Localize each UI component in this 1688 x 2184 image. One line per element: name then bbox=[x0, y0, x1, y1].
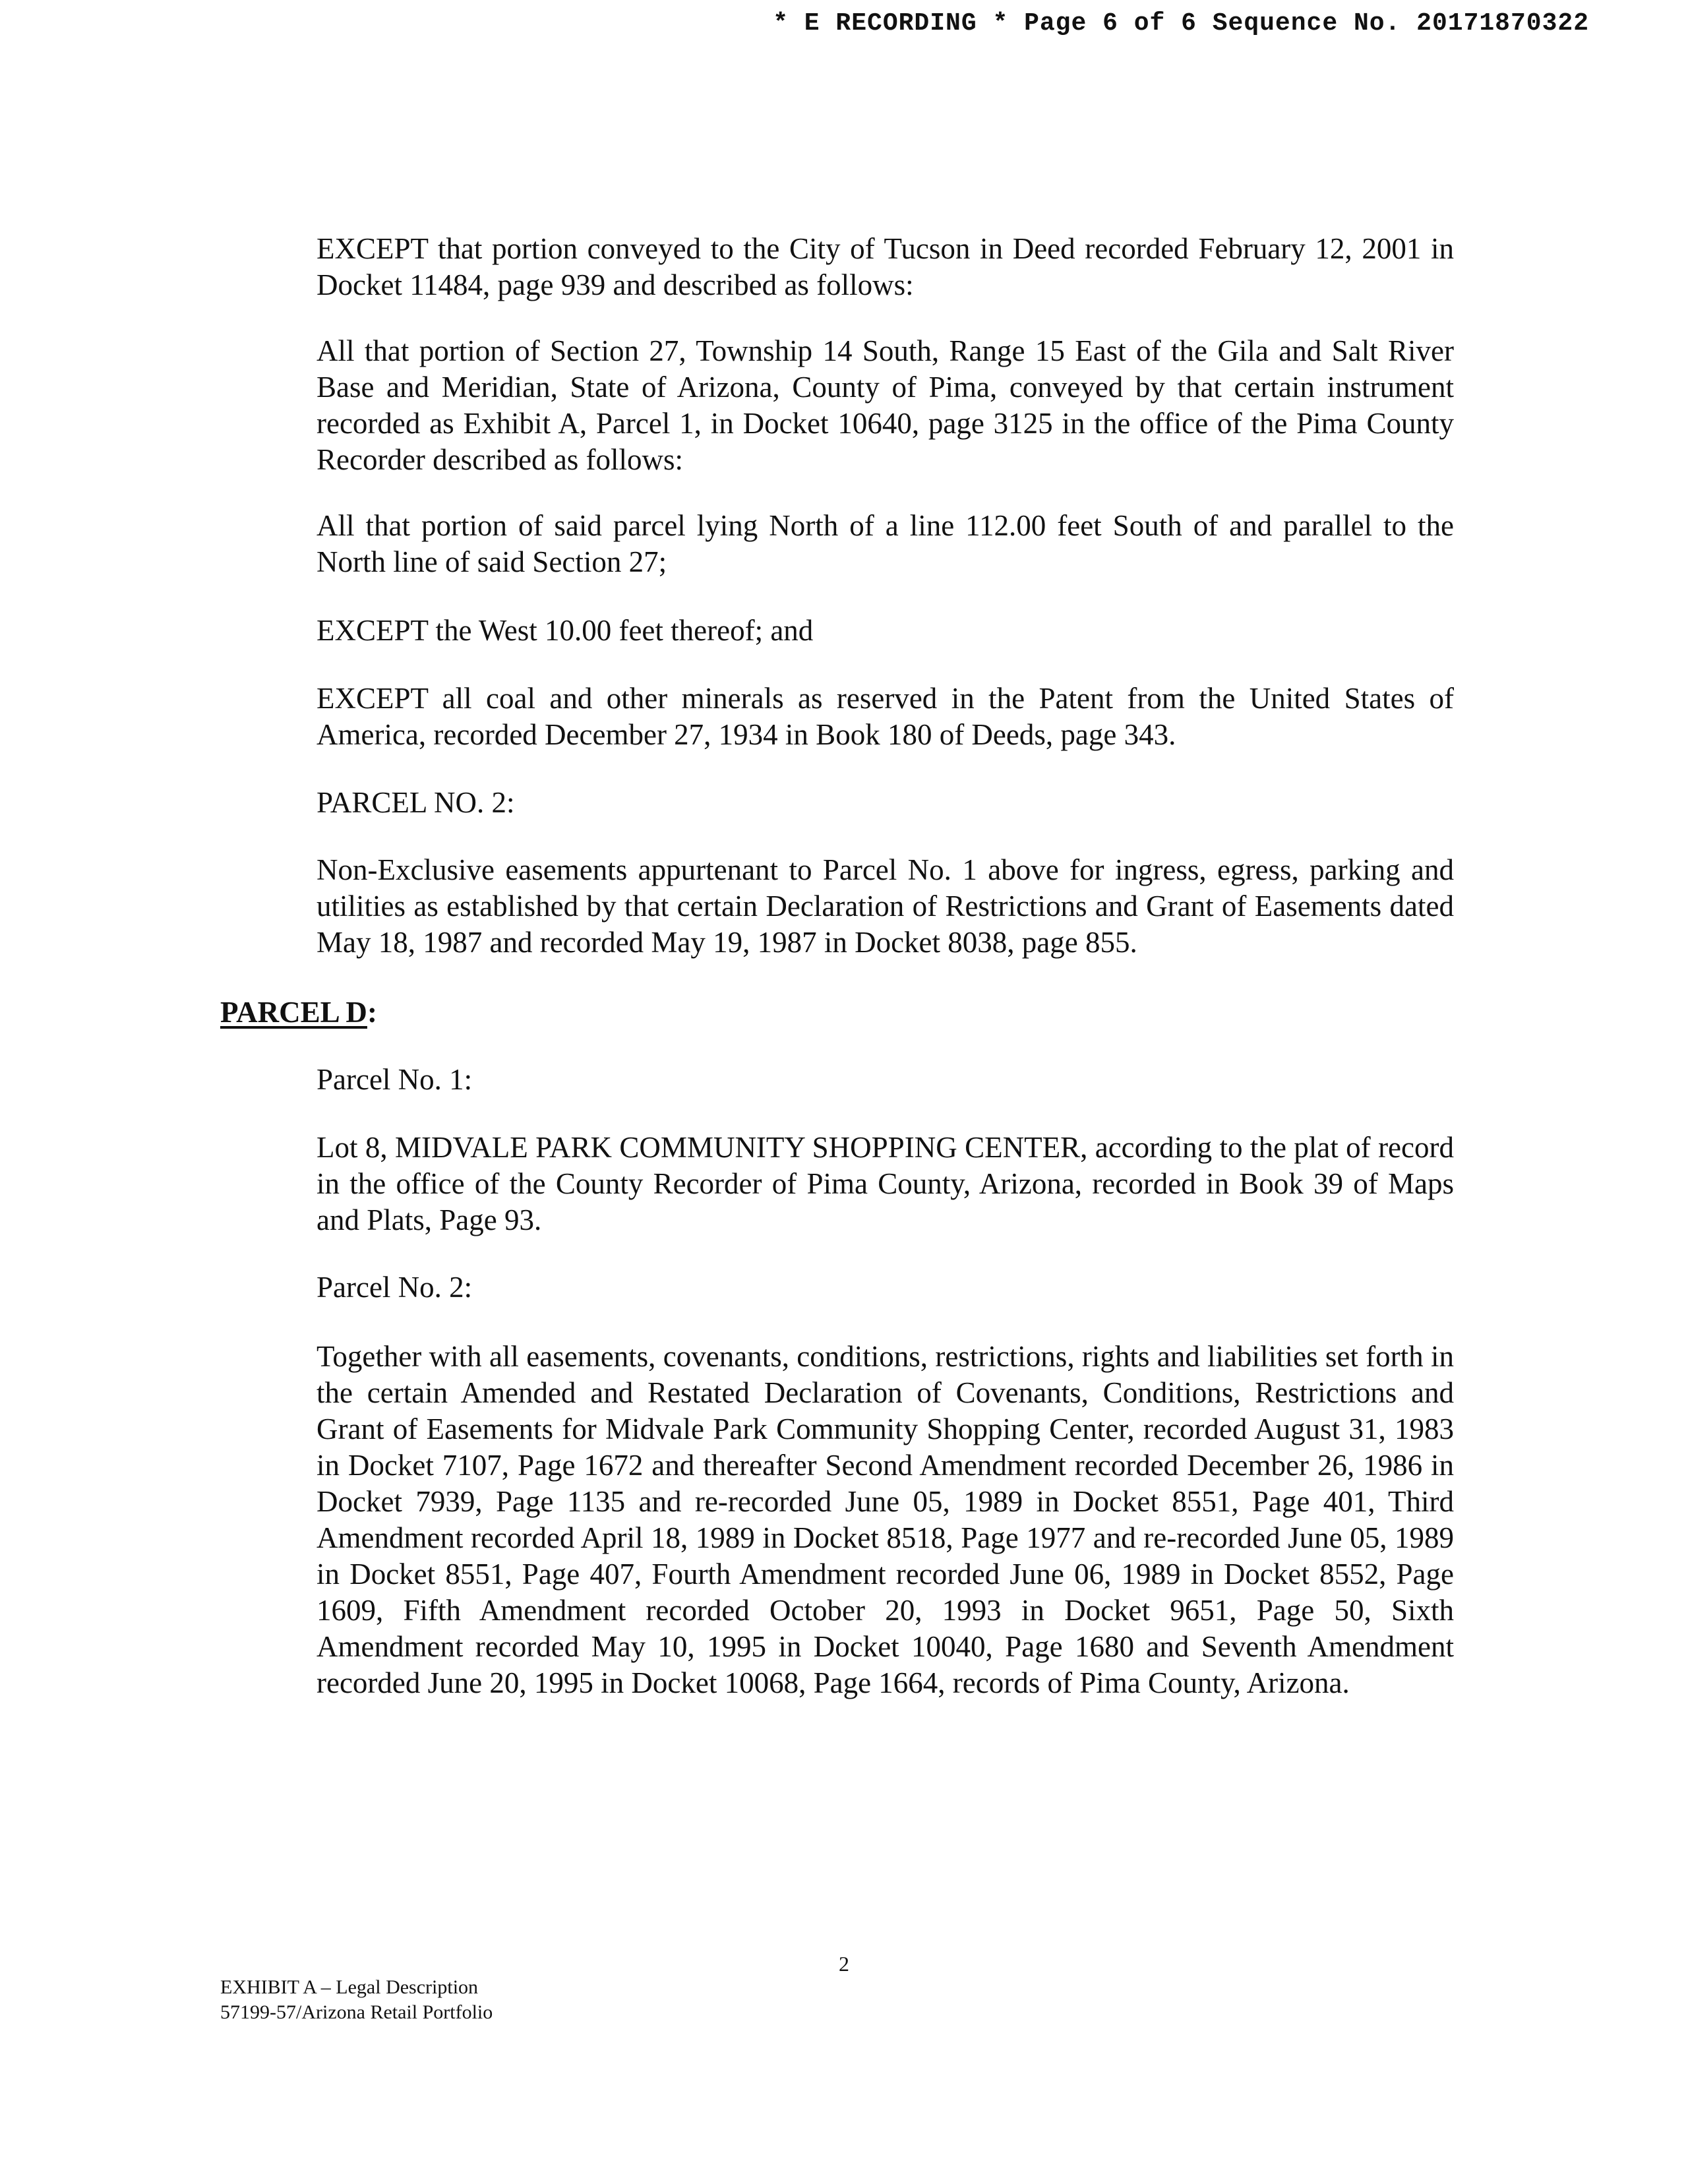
north-line-paragraph: All that portion of said parcel lying North of a line 112.00 feet South of and parallel to the North line of said Section 27; bbox=[316, 509, 1454, 578]
non-exclusive-easements-paragraph: Non-Exclusive easements appurtenant to Parcel No. 1 above for ingress, egress, parking and utilities as established by that certain Declaration of Restrictions and Grant of Easements dated May 18, 1987 and recorded May 19, 1987 in Docket 8038, page 855. bbox=[316, 853, 1454, 959]
together-easements-paragraph: Together with all easements, covenants, conditions, restrictions, rights and liabilities set forth in the certain Amended and Restated Declaration of Covenants, Conditions, Restrictions and Grant of Easements for Midvale Park Community Shopping Center, recorded August 31, 1983 in Docket 7107, Page 1672 and thereafter Second Amendment recorded December 26, 1986 in Docket 7939, Page 1135 and re-recorded June 05, 1989 in Docket 8551, Page 401, Third Amendment recorded April 18, 1989 in Docket 8518, Page 1977 and re-recorded June 05, 1989 in Docket 8551, Page 407, Fourth Amendment recorded June 06, 1989 in Docket 8552, Page 1609, Fifth Amendment recorded October 20, 1993 in Docket 9651, Page 50, Sixth Amendment recorded May 10, 1995 in Docket 10040, Page 1680 and Seventh Amendment recorded June 20, 1995 in Docket 10068, Page 1664, records of Pima County, Arizona. bbox=[316, 1340, 1454, 1699]
footer bbox=[220, 1975, 493, 2025]
footer-exhibit-label: EXHIBIT A – Legal Description bbox=[220, 1976, 479, 1998]
except-minerals-paragraph: EXCEPT all coal and other minerals as reserved in the Patent from the United States of America, recorded December 27, 1934 in Book 180 of Deeds, page 343. bbox=[316, 682, 1454, 751]
page-number: 2 bbox=[839, 1952, 849, 1976]
except-west-paragraph: EXCEPT the West 10.00 feet thereof; and bbox=[316, 614, 814, 647]
parcel-d-heading bbox=[220, 994, 377, 1031]
section-27-paragraph: All that portion of Section 27, Township 14 South, Range 15 East of the Gila and Salt River Base and Meridian, State of Arizona, County of Pima, conveyed by that certain instrument recorded as Exhibit A, Parcel 1, in Docket 10640, page 3125 in the office of the Pima County Recorder described as follows: bbox=[316, 334, 1454, 476]
parcel-d-title: PARCEL D bbox=[220, 996, 367, 1029]
footer-portfolio-label: 57199-57/Arizona Retail Portfolio bbox=[220, 2001, 493, 2023]
parcel-d-colon: : bbox=[367, 996, 377, 1029]
parcel-no-2-heading: PARCEL NO. 2: bbox=[316, 786, 515, 819]
recording-header: * E RECORDING * Page 6 of 6 Sequence No. 20171870322 bbox=[773, 9, 1589, 38]
except-city-paragraph: EXCEPT that portion conveyed to the City of Tucson in Deed recorded February 12, 2001 in Docket 11484, page 939 and described as follows: bbox=[316, 232, 1454, 301]
lot-8-paragraph: Lot 8, MIDVALE PARK COMMUNITY SHOPPING CENTER, according to the plat of record in the office of the County Recorder of Pima County, Arizona, recorded in Book 39 of Maps and Plats, Page 93. bbox=[316, 1131, 1454, 1236]
parcel-d-sub-2: Parcel No. 2: bbox=[316, 1271, 473, 1304]
parcel-d-sub-1: Parcel No. 1: bbox=[316, 1063, 473, 1096]
